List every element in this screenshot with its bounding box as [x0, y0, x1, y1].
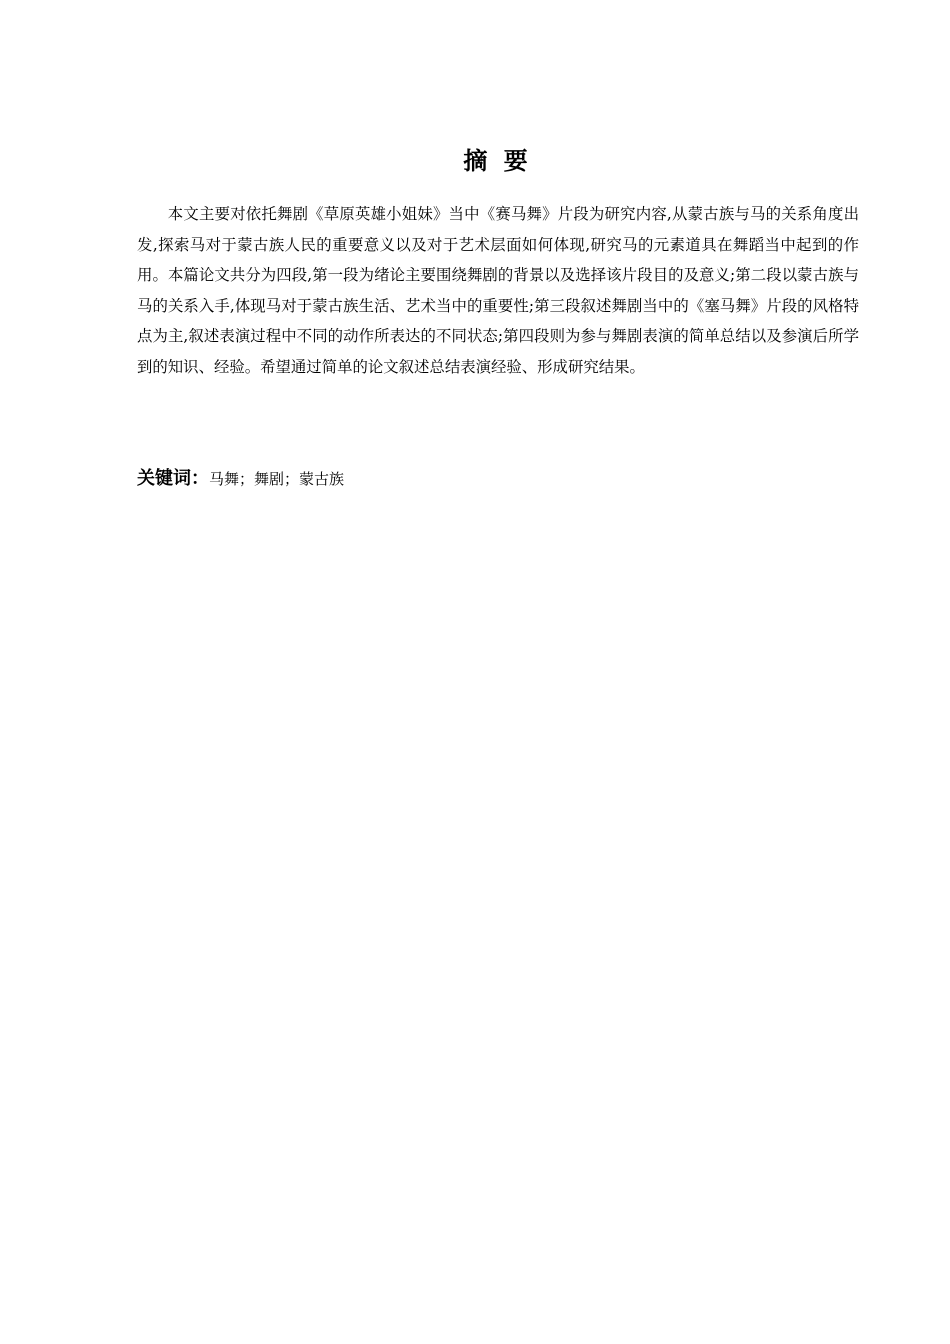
keywords-value: 马舞；舞剧；蒙古族 — [209, 470, 345, 488]
keywords-line — [137, 465, 859, 493]
keywords-label: 关键词： — [137, 468, 209, 489]
abstract-title: 摘 要 — [463, 147, 532, 175]
abstract-body: 本文主要对依托舞剧《草原英雄小姐妹》当中《赛马舞》片段为研究内容,从蒙古族与马的关系角度出发,探索马对于蒙古族人民的重要意义以及对于艺术层面如何体现,研究马的元素道具在舞蹈当中起到的作用。本篇论文共分为四段,第一段为绪论主要围绕舞剧的背景以及选择该片段目的及意义;第二段以蒙古族与马的关系入手,体现马对于蒙古族生活、艺术当中的重要性;第三段叙述舞剧当中的《塞马舞》片段的风格特点为主,叙述表演过程中不同的动作所表达的不同状态;第四段则为参与舞剧表演的简单总结以及参演后所学到的知识、经验。希望通过简单的论文叙述总结表演经验、形成研究结果。 — [137, 205, 859, 376]
